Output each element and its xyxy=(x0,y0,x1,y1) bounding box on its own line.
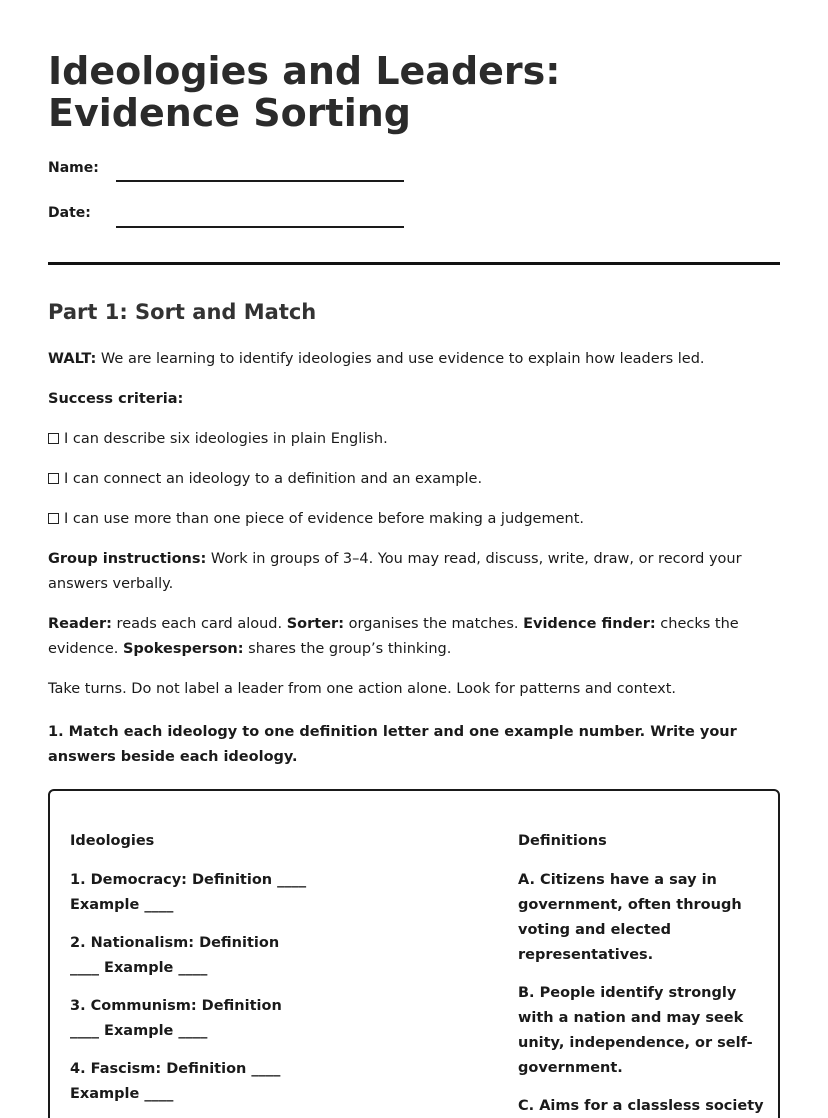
definition-item: A. Citizens have a say in government, often through voting and elected representatives. xyxy=(518,872,742,963)
definition-item: C. Aims for a classless society xyxy=(518,1098,764,1114)
checkbox-icon[interactable] xyxy=(48,513,59,524)
ideologies-heading: Ideologies xyxy=(70,833,155,849)
question-1: 1. Match each ideology to one definition letter and one example number. Write your answers beside each ideology. xyxy=(48,724,737,765)
definitions-heading: Definitions xyxy=(518,833,607,849)
page-title: Ideologies and Leaders: Evidence Sorting xyxy=(48,49,561,135)
success-criteria-label xyxy=(48,387,780,412)
section-divider xyxy=(48,262,780,265)
sorter-label: Sorter: xyxy=(286,616,345,632)
checkbox-icon[interactable] xyxy=(48,433,59,444)
definition-item: B. People identify strongly with a nation and may seek unity, independence, or self-government. xyxy=(518,985,753,1076)
walt-text: We are learning to identify ideologies and use evidence to explain how leaders led. xyxy=(96,351,705,367)
turns-paragraph: Take turns. Do not label a leader from one action alone. Look for patterns and context. xyxy=(48,681,677,697)
ideology-item[interactable]: 3. Communism: Definition ____ Example ____ xyxy=(70,998,282,1039)
roles-paragraph xyxy=(48,612,780,662)
walt-paragraph xyxy=(48,347,780,372)
name-label: Name: xyxy=(48,160,99,176)
finder-text: checks the evidence. xyxy=(48,616,739,657)
criteria-text: I can describe six ideologies in plain English. xyxy=(64,431,388,447)
ideologies-column xyxy=(70,829,310,1118)
name-input-line[interactable] xyxy=(116,180,404,182)
matching-card xyxy=(48,789,780,1118)
ideology-item[interactable]: 4. Fascism: Definition ____ Example ____ xyxy=(70,1061,281,1102)
definitions-column xyxy=(518,829,766,1118)
date-input-line[interactable] xyxy=(116,226,404,228)
spokes-label: Spokesperson: xyxy=(122,641,244,657)
criteria-text: I can use more than one piece of evidence before making a judgement. xyxy=(64,511,585,527)
reader-label: Reader: xyxy=(48,616,112,632)
checkbox-icon[interactable] xyxy=(48,473,59,484)
spokes-text: shares the group’s thinking. xyxy=(243,641,452,657)
success-criteria-heading: Success criteria: xyxy=(48,391,184,407)
criteria-item-3[interactable] xyxy=(48,509,584,529)
group-text: Work in groups of 3–4. You may read, discuss, write, draw, or record your answers verbally. xyxy=(48,551,742,592)
ideology-item[interactable]: 1. Democracy: Definition ____ Example ____ xyxy=(70,872,307,913)
date-label: Date: xyxy=(48,205,91,221)
group-instructions xyxy=(48,547,780,597)
ideology-item[interactable]: 2. Nationalism: Definition ____ Example ____ xyxy=(70,935,280,976)
finder-label: Evidence finder: xyxy=(523,616,656,632)
part1-heading: Part 1: Sort and Match xyxy=(48,300,317,324)
group-label: Group instructions: xyxy=(48,551,207,567)
criteria-item-2[interactable] xyxy=(48,469,482,489)
criteria-item-1[interactable] xyxy=(48,429,388,449)
reader-text: reads each card aloud. xyxy=(111,616,287,632)
walt-label: WALT: xyxy=(48,351,97,367)
sorter-text: organises the matches. xyxy=(344,616,524,632)
criteria-text: I can connect an ideology to a definition and an example. xyxy=(64,471,483,487)
